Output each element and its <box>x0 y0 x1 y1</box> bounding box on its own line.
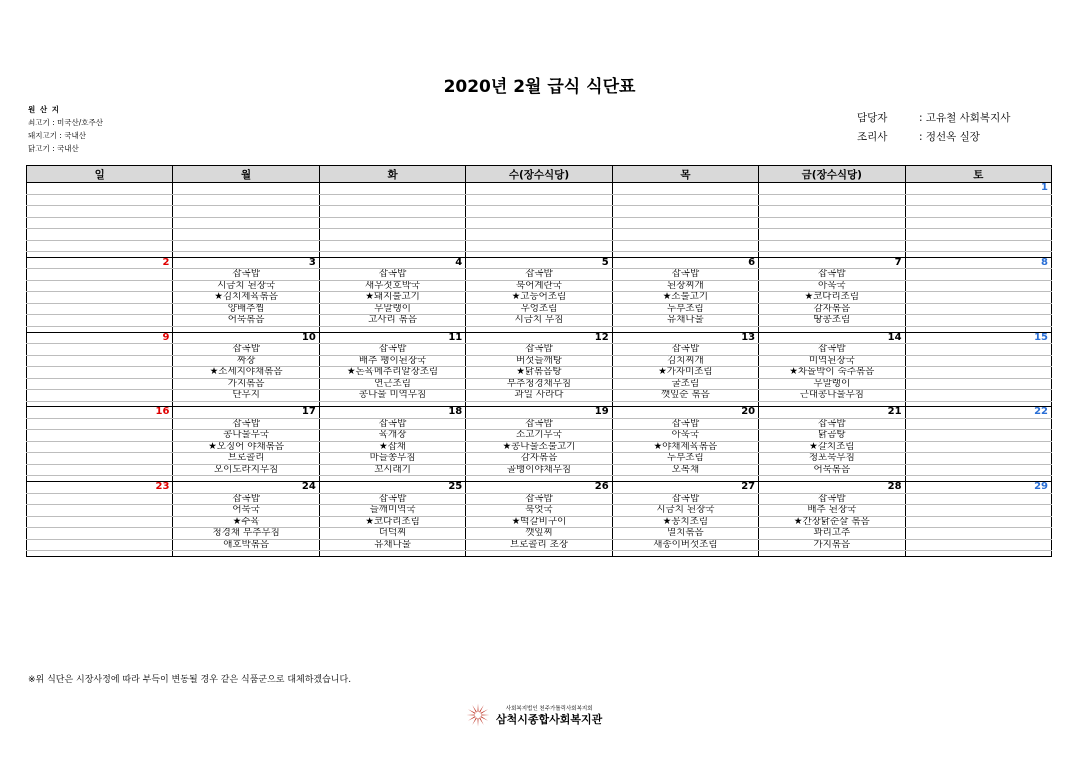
menu-item-cell: 잡곡밥 <box>466 493 612 505</box>
menu-item-cell: 북엇국 <box>466 505 612 517</box>
menu-row <box>27 441 1052 453</box>
week-2-date-row <box>27 332 1052 344</box>
date-cell: 2 <box>27 257 173 269</box>
logo-ray <box>477 718 478 727</box>
menu-item-cell: 잡곡밥 <box>612 418 758 430</box>
date-cell <box>27 183 173 195</box>
menu-item-cell <box>27 269 173 281</box>
logo-name: 삼척시종합사회복지관 <box>496 712 603 726</box>
menu-item-cell: ★소세지야채볶음 <box>173 367 319 379</box>
menu-item-cell: 시금치 무침 <box>466 315 612 327</box>
menu-row <box>27 292 1052 304</box>
menu-item-cell: 골뱅이야채무침 <box>466 464 612 476</box>
menu-item-cell <box>612 194 758 206</box>
menu-calendar-table <box>26 165 1052 557</box>
date-cell: 27 <box>612 482 758 494</box>
weekday-header-row <box>27 166 1052 183</box>
menu-row <box>27 539 1052 551</box>
week-3-date-row <box>27 407 1052 419</box>
menu-item-cell <box>27 217 173 229</box>
date-cell: 13 <box>612 332 758 344</box>
menu-item-cell <box>27 528 173 540</box>
logo-ray <box>468 709 476 714</box>
menu-item-cell <box>905 292 1051 304</box>
menu-item-cell <box>466 206 612 218</box>
menu-item-cell <box>905 516 1051 528</box>
spacer-cell <box>466 551 612 557</box>
staff-cook-value: : 정선옥 실장 <box>919 131 980 143</box>
menu-row <box>27 528 1052 540</box>
menu-item-cell <box>27 292 173 304</box>
date-cell: 11 <box>319 332 465 344</box>
menu-item-cell: ★차돌박이 숙주볶음 <box>759 367 905 379</box>
menu-item-cell: 어묵볶음 <box>173 315 319 327</box>
menu-item-cell <box>27 453 173 465</box>
menu-item-cell: 단무지 <box>173 390 319 402</box>
date-cell: 9 <box>27 332 173 344</box>
date-cell: 26 <box>466 482 612 494</box>
menu-item-cell <box>466 217 612 229</box>
menu-row <box>27 217 1052 229</box>
menu-item-cell <box>27 315 173 327</box>
menu-item-cell <box>905 315 1051 327</box>
menu-item-cell: 배추 된장국 <box>759 505 905 517</box>
menu-item-cell: 잡곡밥 <box>319 344 465 356</box>
date-cell: 20 <box>612 407 758 419</box>
menu-item-cell: 김치찌개 <box>612 355 758 367</box>
menu-item-cell <box>905 355 1051 367</box>
menu-item-cell <box>905 229 1051 241</box>
menu-row <box>27 280 1052 292</box>
menu-item-cell: 잡곡밥 <box>173 418 319 430</box>
menu-item-cell: ★코다리조림 <box>759 292 905 304</box>
menu-row <box>27 344 1052 356</box>
menu-item-cell: 미역된장국 <box>759 355 905 367</box>
menu-item-cell <box>173 217 319 229</box>
menu-row <box>27 453 1052 465</box>
menu-item-cell: 새송이버섯조림 <box>612 539 758 551</box>
menu-item-cell: 잡곡밥 <box>466 418 612 430</box>
menu-item-cell <box>905 378 1051 390</box>
menu-item-cell: ★코다리조림 <box>319 516 465 528</box>
menu-item-cell: ★갈치조림 <box>759 441 905 453</box>
menu-item-cell: 소고기무국 <box>466 430 612 442</box>
menu-item-cell <box>759 206 905 218</box>
week-1-date-row <box>27 257 1052 269</box>
menu-item-cell: 새우젓호박국 <box>319 280 465 292</box>
menu-item-cell: 잡곡밥 <box>759 269 905 281</box>
menu-item-cell: 가지볶음 <box>173 378 319 390</box>
menu-item-cell: ★수육 <box>173 516 319 528</box>
week-spacer-row <box>27 551 1052 557</box>
spacer-cell <box>319 551 465 557</box>
menu-item-cell <box>27 240 173 252</box>
weekday-header-1: 월 <box>173 166 319 183</box>
menu-item-cell: 꼬시래기 <box>319 464 465 476</box>
menu-item-cell: 육개장 <box>319 430 465 442</box>
menu-item-cell: 잡곡밥 <box>466 344 612 356</box>
date-cell: 22 <box>905 407 1051 419</box>
menu-item-cell: 버섯들깨탕 <box>466 355 612 367</box>
menu-item-cell: 연근조림 <box>319 378 465 390</box>
logo-ray <box>472 717 477 725</box>
menu-item-cell <box>905 367 1051 379</box>
menu-item-cell: 잡곡밥 <box>173 269 319 281</box>
date-cell <box>319 183 465 195</box>
menu-item-cell <box>905 493 1051 505</box>
logo-ray <box>477 704 478 713</box>
menu-item-cell <box>612 206 758 218</box>
weekday-header-2: 화 <box>319 166 465 183</box>
menu-item-cell: ★김치제육볶음 <box>173 292 319 304</box>
menu-item-cell: 두부조림 <box>612 453 758 465</box>
date-cell: 25 <box>319 482 465 494</box>
menu-row <box>27 516 1052 528</box>
menu-item-cell: ★소불고기 <box>612 292 758 304</box>
menu-item-cell <box>27 539 173 551</box>
logo-ray <box>481 714 490 715</box>
menu-item-cell <box>319 194 465 206</box>
staff-manager-value: : 고유철 사회복지사 <box>919 112 1011 124</box>
date-cell: 5 <box>466 257 612 269</box>
menu-item-cell: 과일 사라다 <box>466 390 612 402</box>
menu-item-cell: 시금치 된장국 <box>173 280 319 292</box>
origin-info <box>28 103 103 155</box>
date-cell: 23 <box>27 482 173 494</box>
spacer-cell <box>612 551 758 557</box>
menu-item-cell: ★돼지불고기 <box>319 292 465 304</box>
menu-item-cell <box>27 280 173 292</box>
menu-item-cell <box>466 194 612 206</box>
menu-item-cell <box>905 217 1051 229</box>
weekday-header-4: 목 <box>612 166 758 183</box>
menu-row <box>27 367 1052 379</box>
weekday-header-6: 토 <box>905 166 1051 183</box>
logo-ray <box>479 705 484 713</box>
menu-row <box>27 240 1052 252</box>
menu-row <box>27 229 1052 241</box>
menu-item-cell: ★콩나물소불고기 <box>466 441 612 453</box>
menu-item-cell <box>905 505 1051 517</box>
logo-ray <box>480 716 488 721</box>
caritas-flame-icon <box>466 703 490 727</box>
date-cell <box>759 183 905 195</box>
menu-item-cell: 짜장 <box>173 355 319 367</box>
date-cell: 3 <box>173 257 319 269</box>
menu-item-cell: 오이도라지무침 <box>173 464 319 476</box>
menu-item-cell <box>319 217 465 229</box>
staff-manager-label: 담당자 <box>857 112 888 124</box>
menu-row <box>27 303 1052 315</box>
menu-item-cell <box>905 441 1051 453</box>
menu-item-cell: 가지볶음 <box>759 539 905 551</box>
menu-item-cell <box>27 418 173 430</box>
logo-ray <box>479 717 484 725</box>
menu-row <box>27 390 1052 402</box>
menu-row <box>27 194 1052 206</box>
date-cell <box>173 183 319 195</box>
menu-item-cell <box>759 240 905 252</box>
organization-logo <box>466 703 602 727</box>
date-cell: 6 <box>612 257 758 269</box>
menu-item-cell <box>27 464 173 476</box>
staff-manager <box>857 109 1010 128</box>
date-cell: 18 <box>319 407 465 419</box>
date-cell: 12 <box>466 332 612 344</box>
menu-item-cell <box>27 430 173 442</box>
menu-item-cell <box>905 390 1051 402</box>
date-cell: 16 <box>27 407 173 419</box>
menu-item-cell: ★야채제육볶음 <box>612 441 758 453</box>
menu-item-cell <box>319 240 465 252</box>
menu-row <box>27 206 1052 218</box>
menu-item-cell <box>27 344 173 356</box>
menu-item-cell: 두부조림 <box>612 303 758 315</box>
date-cell: 28 <box>759 482 905 494</box>
logo-subtitle: 사회복지법인 천주가톨릭사회복지회 <box>505 705 593 712</box>
menu-item-cell <box>466 240 612 252</box>
page-title: 2020년 2월 급식 식단표 <box>443 77 636 97</box>
menu-item-cell: 배추 팽이된장국 <box>319 355 465 367</box>
menu-item-cell <box>173 229 319 241</box>
menu-item-cell: 굴조림 <box>612 378 758 390</box>
menu-item-cell: 잡곡밥 <box>319 493 465 505</box>
origin-line-beef: 쇠고기 : 미국산/호주산 <box>28 118 104 127</box>
menu-row <box>27 505 1052 517</box>
menu-item-cell: 오복채 <box>612 464 758 476</box>
menu-item-cell: 된장찌개 <box>612 280 758 292</box>
menu-item-cell: ★간장닭순살 볶음 <box>759 516 905 528</box>
weekday-header-3: 수(장수식당) <box>466 166 612 183</box>
menu-item-cell: 시금치 된장국 <box>612 505 758 517</box>
menu-item-cell: 콩나물무국 <box>173 430 319 442</box>
menu-item-cell <box>905 344 1051 356</box>
staff-cook-label: 조리사 <box>857 131 888 143</box>
date-cell: 21 <box>759 407 905 419</box>
menu-item-cell <box>905 539 1051 551</box>
spacer-cell <box>759 551 905 557</box>
menu-item-cell <box>905 453 1051 465</box>
menu-item-cell <box>759 229 905 241</box>
menu-item-cell: 브로콜리 초장 <box>466 539 612 551</box>
menu-item-cell: 깻잎순 볶음 <box>612 390 758 402</box>
menu-item-cell <box>905 206 1051 218</box>
origin-line-chicken: 닭고기 : 국내산 <box>28 144 79 153</box>
weekday-header-0: 일 <box>27 166 173 183</box>
menu-item-cell: ★돈육메추리알장조림 <box>319 367 465 379</box>
menu-item-cell: 잡곡밥 <box>612 344 758 356</box>
menu-item-cell: 마늘쫑무침 <box>319 453 465 465</box>
menu-item-cell: 꽈리고추 <box>759 528 905 540</box>
week-4-date-row <box>27 482 1052 494</box>
menu-item-cell: 들깨미역국 <box>319 505 465 517</box>
spacer-cell <box>27 551 173 557</box>
menu-item-cell <box>319 206 465 218</box>
menu-item-cell: 무말랭이 <box>319 303 465 315</box>
spacer-cell <box>173 551 319 557</box>
menu-item-cell: 유채나물 <box>612 315 758 327</box>
menu-item-cell: 잡곡밥 <box>319 269 465 281</box>
menu-item-cell <box>27 206 173 218</box>
menu-item-cell <box>905 430 1051 442</box>
menu-item-cell: 깻잎찌 <box>466 528 612 540</box>
menu-item-cell <box>905 269 1051 281</box>
menu-item-cell: 잡곡밥 <box>759 344 905 356</box>
menu-item-cell <box>905 418 1051 430</box>
menu-item-cell: ★닭볶음탕 <box>466 367 612 379</box>
menu-item-cell: 어묵볶음 <box>759 464 905 476</box>
menu-item-cell: 땅콩조림 <box>759 315 905 327</box>
menu-item-cell <box>905 464 1051 476</box>
menu-item-cell: 잡곡밥 <box>319 418 465 430</box>
menu-item-cell: 닭곰탕 <box>759 430 905 442</box>
menu-item-cell: 청포묵무침 <box>759 453 905 465</box>
menu-item-cell <box>466 229 612 241</box>
menu-item-cell: 어묵국 <box>173 505 319 517</box>
menu-item-cell: ★잡채 <box>319 441 465 453</box>
staff-cook <box>857 128 1010 147</box>
date-cell: 4 <box>319 257 465 269</box>
date-cell: 19 <box>466 407 612 419</box>
menu-item-cell: 잡곡밥 <box>759 493 905 505</box>
menu-item-cell: 북어계란국 <box>466 280 612 292</box>
menu-item-cell <box>905 303 1051 315</box>
menu-item-cell <box>27 505 173 517</box>
menu-row <box>27 430 1052 442</box>
menu-item-cell: 잡곡밥 <box>173 344 319 356</box>
menu-item-cell: 잡곡밥 <box>466 269 612 281</box>
logo-ray <box>480 709 488 714</box>
menu-item-cell <box>27 367 173 379</box>
menu-item-cell <box>27 516 173 528</box>
menu-item-cell <box>27 229 173 241</box>
menu-item-cell: ★꽁치조림 <box>612 516 758 528</box>
date-cell: 7 <box>759 257 905 269</box>
date-cell: 15 <box>905 332 1051 344</box>
menu-row <box>27 418 1052 430</box>
logo-ray <box>468 716 476 721</box>
menu-item-cell: 우엉조림 <box>466 303 612 315</box>
menu-item-cell <box>759 194 905 206</box>
menu-item-cell: 잡곡밥 <box>173 493 319 505</box>
menu-item-cell: 잡곡밥 <box>759 418 905 430</box>
menu-item-cell <box>905 528 1051 540</box>
date-cell: 8 <box>905 257 1051 269</box>
weekday-header-5: 금(장수식당) <box>759 166 905 183</box>
menu-item-cell: 감자볶음 <box>466 453 612 465</box>
menu-item-cell <box>27 378 173 390</box>
menu-item-cell <box>27 493 173 505</box>
menu-item-cell <box>27 355 173 367</box>
menu-item-cell: 브로콜리 <box>173 453 319 465</box>
logo-ray <box>472 705 477 713</box>
menu-item-cell <box>27 441 173 453</box>
menu-row <box>27 493 1052 505</box>
menu-item-cell <box>173 194 319 206</box>
menu-item-cell: ★떡갈비구이 <box>466 516 612 528</box>
menu-item-cell <box>905 240 1051 252</box>
menu-item-cell: 청경채 부추무침 <box>173 528 319 540</box>
menu-row <box>27 378 1052 390</box>
staff-info <box>857 109 1010 147</box>
origin-line-pork: 돼지고기 : 국내산 <box>28 131 87 140</box>
menu-item-cell <box>612 240 758 252</box>
footer-note: ※위 식단은 시장사정에 따라 부득이 변동될 경우 같은 식품군으로 대체하겠습니다. <box>28 675 352 685</box>
date-cell <box>466 183 612 195</box>
menu-item-cell <box>612 229 758 241</box>
date-cell: 29 <box>905 482 1051 494</box>
date-cell: 10 <box>173 332 319 344</box>
menu-item-cell <box>27 390 173 402</box>
date-cell: 17 <box>173 407 319 419</box>
menu-item-cell: 무말랭이 <box>759 378 905 390</box>
date-cell: 1 <box>905 183 1051 195</box>
menu-item-cell: 잡곡밥 <box>612 269 758 281</box>
menu-item-cell <box>173 206 319 218</box>
menu-item-cell <box>173 240 319 252</box>
menu-item-cell: 유채나물 <box>319 539 465 551</box>
menu-item-cell: 양배추찜 <box>173 303 319 315</box>
menu-row <box>27 464 1052 476</box>
menu-item-cell: 감자볶음 <box>759 303 905 315</box>
menu-item-cell: 고사리 볶음 <box>319 315 465 327</box>
menu-item-cell: 잡곡밥 <box>612 493 758 505</box>
menu-item-cell: ★가자미조림 <box>612 367 758 379</box>
menu-item-cell: ★고등어조림 <box>466 292 612 304</box>
menu-item-cell <box>759 217 905 229</box>
menu-item-cell <box>612 217 758 229</box>
menu-item-cell: 근대콩나물무침 <box>759 390 905 402</box>
menu-item-cell: 콩나물 미역무침 <box>319 390 465 402</box>
menu-item-cell <box>905 194 1051 206</box>
week-0-date-row <box>27 183 1052 195</box>
menu-row <box>27 315 1052 327</box>
menu-item-cell: 아욱국 <box>759 280 905 292</box>
date-cell: 14 <box>759 332 905 344</box>
menu-item-cell: 아욱국 <box>612 430 758 442</box>
menu-item-cell: 더덕찌 <box>319 528 465 540</box>
menu-item-cell <box>27 194 173 206</box>
menu-item-cell: ★오징어 야채볶음 <box>173 441 319 453</box>
origin-heading: 원 산 지 <box>28 105 60 114</box>
date-cell <box>612 183 758 195</box>
menu-item-cell: 애호박볶음 <box>173 539 319 551</box>
menu-item-cell <box>27 303 173 315</box>
spacer-cell <box>905 551 1051 557</box>
menu-item-cell <box>905 280 1051 292</box>
menu-item-cell: 부추청경채무침 <box>466 378 612 390</box>
logo-ray <box>467 714 476 715</box>
menu-row <box>27 269 1052 281</box>
menu-item-cell <box>319 229 465 241</box>
date-cell: 24 <box>173 482 319 494</box>
menu-item-cell: 멸치볶음 <box>612 528 758 540</box>
menu-row <box>27 355 1052 367</box>
